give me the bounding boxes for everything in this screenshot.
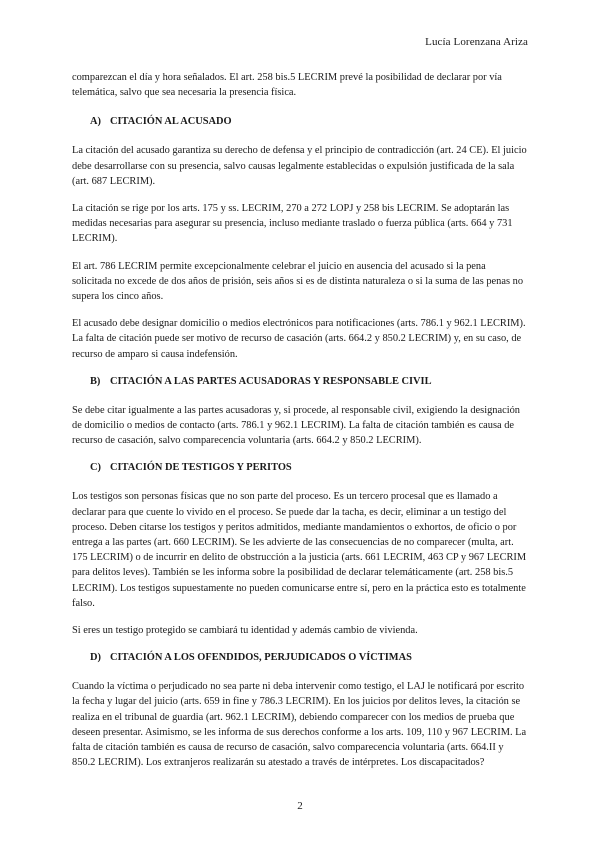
page-number: 2 bbox=[297, 800, 303, 812]
document-body bbox=[72, 70, 528, 783]
paragraph: Se debe citar igualmente a las partes acusadoras y, si procede, al responsable civil, exigiendo la designación de domicilio o medios de contacto (arts. 786.1 y 962.1 LECRIM). La falta de citación también es causa de recurso de casación, salvo comparecencia voluntaria (arts. 664.2 y 850.2 LECRIM). bbox=[72, 404, 520, 447]
paragraph: La citación del acusado garantiza su derecho de defensa y el principio de contradicción (art. 24 CE). El juicio debe desarrollarse con su presencia, salvo causas legalmente establecidas o expulsión justificada de la sala (art. 687 LECRIM). bbox=[72, 145, 527, 187]
paragraph: Los testigos son personas físicas que no son parte del proceso. Es un tercero procesal que es llamado a declarar para que cuente lo vivido en el proceso. Se puede dar la tacha, es decir, eliminar a un testigo del proceso. Deben citarse los testigos y peritos admitidos, mediante mandamientos o exhortos, de oficio o por entrega a las partes (art. 660 LECRIM). Se les advierte de las consecuencias de no comparecer (multa, art. 175 LECRIM) o de incurrir en delito de obstrucción a la justicia (arts. 661 LECRIM, 463 CP y 967 LECRIM para delitos leves). También se les informa sobre la posibilidad de declarar telemáticamente (art. 258 bis.5 LECRIM). Los testigos supuestamente no pueden comunicarse entre sí, pero en la práctica esto es totalmente falso. bbox=[72, 491, 527, 609]
section-letter: A) bbox=[90, 116, 101, 128]
section-title: CITACIÓN DE TESTIGOS Y PERITOS bbox=[110, 462, 292, 474]
section-heading-d bbox=[72, 650, 528, 665]
section-letter: C) bbox=[90, 462, 101, 474]
section-letter: D) bbox=[90, 652, 101, 664]
paragraph: Cuando la víctima o perjudicado no sea parte ni deba intervenir como testigo, el LAJ le notificará por escrito la fecha y lugar del juicio (arts. 659 in fine y 786.3 LECRIM). En los juicios por delitos leves, la citación se realiza en el tribunal de guardia (art. 962.1 LECRIM), debiendo comparecer con los medios de prueba que deseen presentar. Asimismo, se les informa de sus derechos conforme a los arts. 109, 110 y 967 LECRIM. La falta de citación también es causa de recurso de casación, salvo comparecencia voluntaria (arts. 664.II y 850.2 LECRIM). Los extranjeros realizarán su atestado a través de intérpretes. Los discapacitados? bbox=[72, 681, 527, 769]
paragraph: El art. 786 LECRIM permite excepcionalmente celebrar el juicio en ausencia del acusado si la pena solicitada no excede de dos años de prisión, seis años si es de distinta naturaleza o si la suma de las penas no supera los cinco años. bbox=[72, 260, 524, 303]
section-title: CITACIÓN A LOS OFENDIDOS, PERJUDICADOS O VÍCTIMAS bbox=[110, 652, 412, 664]
paragraph: La citación se rige por los arts. 175 y ss. LECRIM, 270 a 272 LOPJ y 258 bis LECRIM. Se adoptarán las medidas necesarias para asegurar su presencia, incluso mediante traslado o fuerza pública (arts. 664 y 731 LECRIM). bbox=[72, 203, 513, 245]
section-letter: B) bbox=[90, 375, 101, 387]
section-heading-c bbox=[72, 460, 528, 475]
section-title: CITACIÓN A LAS PARTES ACUSADORAS Y RESPONSABLE CIVIL bbox=[110, 375, 432, 387]
section-heading-b bbox=[72, 374, 528, 389]
intro-paragraph: comparezcan el día y hora señalados. El art. 258 bis.5 LECRIM prevé la posibilidad de declarar por vía telemática, salvo que sea necesaria la presencia física. bbox=[72, 72, 502, 99]
paragraph: Si eres un testigo protegido se cambiará tu identidad y además cambio de vivienda. bbox=[72, 625, 418, 637]
section-title: CITACIÓN AL ACUSADO bbox=[110, 116, 232, 128]
paragraph: El acusado debe designar domicilio o medios electrónicos para notificaciones (arts. 786.1 y 962.1 LECRIM). La falta de citación puede ser motivo de recurso de casación (arts. 664.2 y 850.2 LECRIM) y, en su caso, de recurso de amparo si causa indefensión. bbox=[72, 318, 526, 360]
section-heading-a bbox=[72, 114, 528, 129]
page-header-author: Lucía Lorenzana Ariza bbox=[425, 36, 528, 48]
